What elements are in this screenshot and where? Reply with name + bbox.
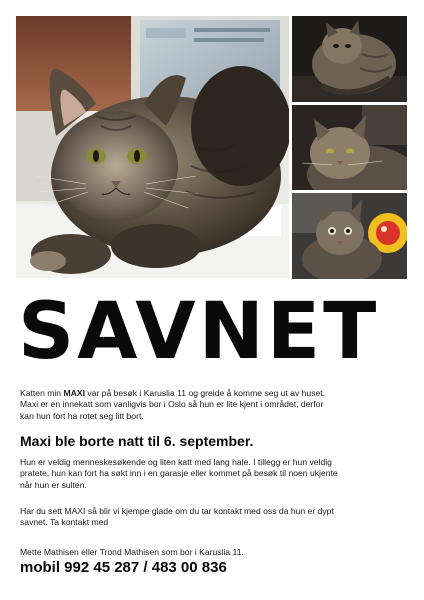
- main-cat-image: [16, 16, 289, 278]
- main-cat-photo: [16, 16, 289, 278]
- intro-line-1-post: var på besøk i Karuslia 11 og greide å komme seg ut av huset.: [84, 388, 326, 398]
- intro-paragraph: [20, 388, 412, 422]
- phone-numbers: mobil 992 45 287 / 483 00 836: [20, 559, 227, 576]
- details-paragraph: [20, 457, 412, 491]
- details-line-1: Hun er veldig menneskesøkende og liten katt med lang hale. I tillegg er hun veldig: [20, 457, 332, 467]
- cat-name: MAXI: [63, 388, 85, 398]
- intro-line-1-pre: Katten min: [20, 388, 64, 398]
- curled-cat-photo: [292, 16, 407, 102]
- cat-with-toy-photo: [292, 193, 407, 279]
- contact-names: [20, 547, 412, 558]
- poster-headline: SAVNET: [18, 287, 380, 377]
- intro-line-1: [20, 388, 412, 399]
- details-line-3: når hun er sulten.: [20, 479, 87, 490]
- looking-cat-photo: [292, 105, 407, 190]
- curled-cat-image: [292, 16, 407, 102]
- cat-with-toy-image: [292, 193, 407, 279]
- intro-line-3: kan hun fort ha rotet seg litt bort.: [20, 410, 144, 421]
- contact-line-2: savnet. Ta kontakt med: [20, 517, 109, 528]
- details-line-2: pratete, hun kan fort ha søkt inn i en garasje eller kommet på besøk til noen ukjente: [20, 468, 338, 479]
- intro-line-2: Maxi er en innekatt som vanligvis bor i Oslo så hun er lite kjent i området, derfor: [20, 399, 324, 410]
- contact-line-1: Har du sett MAXI så blir vi kjempe glade om du tar kontakt med oss da hun er dypt: [20, 506, 334, 516]
- missing-date-heading: Maxi ble borte natt til 6. september.: [20, 433, 254, 449]
- contact-names-line: Mette Mathisen eller Trond Mathisen som bor i Karuslia 11.: [20, 547, 244, 557]
- looking-cat-image: [292, 105, 407, 190]
- contact-paragraph: [20, 506, 412, 529]
